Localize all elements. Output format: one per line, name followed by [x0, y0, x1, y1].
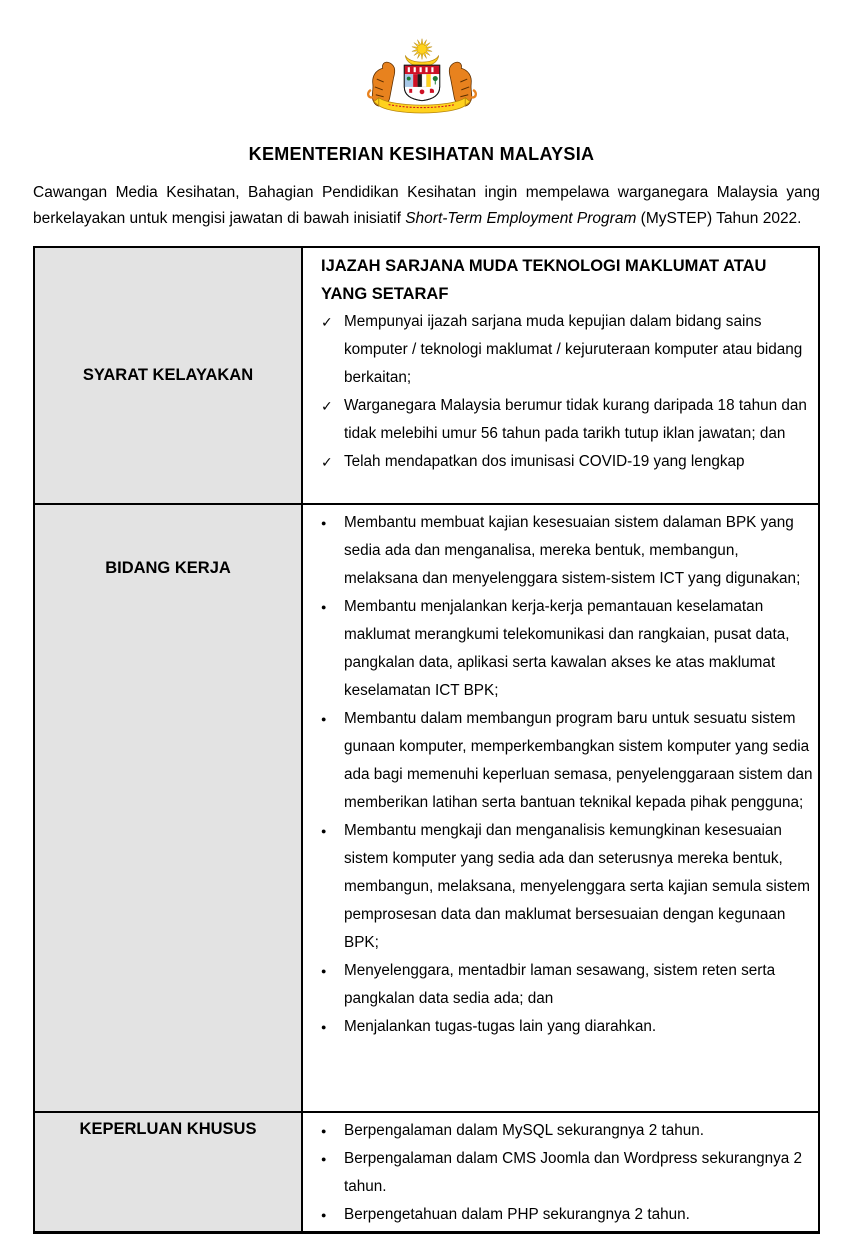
list-item-text: Warganegara Malaysia berumur tidak kurang daripada 18 tahun dan tidak melebihi umur 56 tahun pada tarikh tutup iklan jawatan; dan	[344, 397, 807, 442]
bullet-icon: ●	[321, 602, 327, 612]
row-label: BIDANG KERJA	[105, 559, 231, 577]
star-icon	[411, 39, 431, 60]
list-item-text: Berpengalaman dalam CMS Joomla dan Wordpress sekurangnya 2 tahun.	[344, 1150, 803, 1195]
table-row-syarat-kelayakan	[35, 248, 818, 503]
list-item	[321, 1013, 814, 1041]
intro-text-start: Cawangan Media Kesihatan, Bahagian Pendidikan Kesihatan ingin mempelawa warganegara Malaysia yang berkelayakan untuk mengisi jawatan di bawah inisiatif	[33, 184, 820, 227]
job-requirements-table	[33, 246, 820, 1234]
list-item	[321, 593, 814, 705]
row-content-cell	[303, 505, 818, 1111]
row-label: SYARAT KELAYAKAN	[82, 366, 254, 384]
list-item	[321, 705, 814, 817]
row-content-cell	[303, 1113, 818, 1231]
list-item-text: Menjalankan tugas-tugas lain yang diarahkan.	[344, 1018, 657, 1035]
intro-paragraph	[33, 180, 820, 232]
intro-text-end: (MySTEP) Tahun 2022.	[636, 210, 802, 227]
table-row-bidang-kerja	[35, 503, 818, 1111]
list-item-text: Membantu menjalankan kerja-kerja pemantauan keselamatan maklumat merangkumi telekomunikasi dan rangkaian, pusat data, pangkalan data, aplikasi serta kawalan akses ke atas maklumat keselamatan ICT BPK;	[344, 598, 790, 699]
qualification-heading: IJAZAH SARJANA MUDA TEKNOLOGI MAKLUMAT ATAU YANG SETARAF	[321, 257, 767, 303]
row-label-cell	[35, 1113, 303, 1231]
row-label: KEPERLUAN KHUSUS	[79, 1120, 257, 1138]
list-item-text: Berpengetahuan dalam PHP sekurangnya 2 tahun.	[344, 1206, 690, 1223]
list-item-text: Membantu mengkaji dan menganalisis kemungkinan kesesuaian sistem komputer yang sedia ada dan seterusnya mereka bentuk, membangun, melaksana, menyelenggara serta kajian semula sistem pemprosesan data dan maklumat bersesuaian dengan kegunaan BPK;	[344, 822, 810, 951]
list-item	[321, 509, 814, 593]
list-item	[321, 817, 814, 957]
check-icon: ✓	[321, 454, 333, 470]
list-item	[321, 448, 814, 476]
row-label-cell	[35, 248, 303, 503]
list-item-text: Berpengalaman dalam MySQL sekurangnya 2 tahun.	[344, 1122, 704, 1139]
list-item	[321, 1117, 814, 1145]
bullet-icon: ●	[321, 1022, 327, 1032]
row-content-cell	[303, 248, 818, 503]
jata-negara-icon	[363, 36, 481, 128]
table-row-keperluan-khusus	[35, 1111, 818, 1231]
intro-italic-program-name: Short-Term Employment Program	[405, 210, 637, 227]
bullet-icon: ●	[321, 1126, 327, 1136]
bullet-icon: ●	[321, 518, 327, 528]
bullet-icon: ●	[321, 1154, 327, 1164]
list-item-text: Membantu dalam membangun program baru untuk sesuatu sistem gunaan komputer, memperkembangkan sistem komputer yang sedia ada bagi memenuhi keperluan semasa, penyelenggaraan sistem dan memberikan latihan serta bantuan teknikal kepada pihak pengguna;	[344, 710, 813, 811]
check-icon: ✓	[321, 314, 333, 330]
list-item	[321, 957, 814, 1013]
list-item-text: Menyelenggara, mentadbir laman sesawang, sistem reten serta pangkalan data sedia ada; dan	[344, 962, 776, 1007]
list-item-text: Mempunyai ijazah sarjana muda kepujian dalam bidang sains komputer / teknologi maklumat / kejuruteraan komputer atau bidang berkaitan;	[344, 313, 803, 386]
bullet-list	[321, 509, 814, 1041]
bullet-icon: ●	[321, 1210, 327, 1220]
page-title: KEMENTERIAN KESIHATAN MALAYSIA	[248, 144, 595, 164]
check-list	[321, 308, 814, 476]
list-item	[321, 1201, 814, 1229]
list-item	[321, 308, 814, 392]
row-label-cell	[35, 505, 303, 1111]
bullet-icon: ●	[321, 826, 327, 836]
bullet-icon: ●	[321, 714, 327, 724]
check-icon: ✓	[321, 398, 333, 414]
list-item-text: Membantu membuat kajian kesesuaian sistem dalaman BPK yang sedia ada dan menganalisa, mereka bentuk, membangun, melaksana dan menyelenggara sistem-sistem ICT yang digunakan;	[344, 514, 801, 587]
list-item	[321, 392, 814, 448]
list-item-text: Telah mendapatkan dos imunisasi COVID-19 yang lengkap	[344, 453, 745, 470]
bullet-icon: ●	[321, 966, 327, 976]
list-item	[321, 1145, 814, 1201]
bullet-list	[321, 1117, 814, 1229]
coat-of-arms-logo	[363, 36, 481, 128]
shield-icon	[404, 65, 439, 100]
